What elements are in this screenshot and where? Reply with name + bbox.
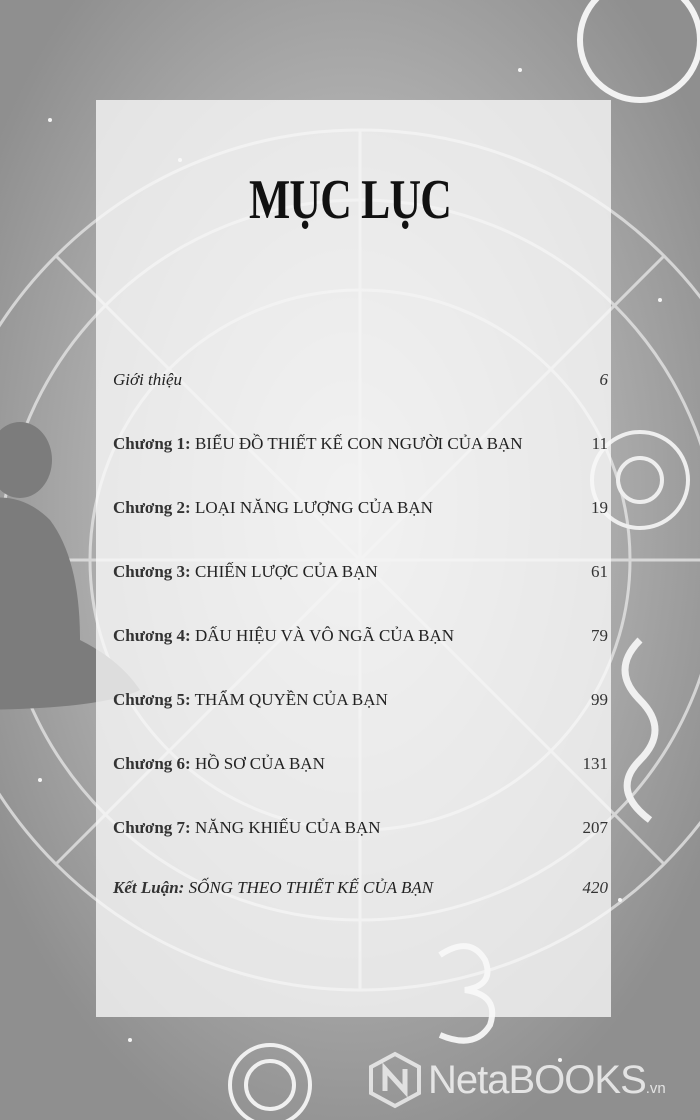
toc-entry-label bbox=[113, 434, 523, 454]
toc-entry bbox=[113, 818, 608, 848]
toc-entry-title: BIỂU ĐỒ THIẾT KẾ CON NGƯỜI CỦA BẠN bbox=[194, 434, 523, 453]
toc-entry-title: Giới thiệu bbox=[113, 370, 183, 389]
toc-entry-prefix: Chương 1: bbox=[113, 434, 191, 453]
toc-entry-label bbox=[113, 562, 378, 582]
netabooks-logo-icon bbox=[366, 1051, 424, 1109]
toc-entry-page-number: 19 bbox=[591, 498, 608, 517]
toc-entry-title: LOẠI NĂNG LƯỢNG CỦA BẠN bbox=[194, 498, 433, 517]
toc-entry-title: THẨM QUYỀN CỦA BẠN bbox=[194, 690, 388, 709]
netabooks-watermark bbox=[366, 1048, 700, 1112]
toc-entry bbox=[113, 690, 608, 720]
watermark-brand: NetaBOOKS bbox=[428, 1057, 646, 1102]
toc-entry-title: DẤU HIỆU VÀ VÔ NGÃ CỦA BẠN bbox=[194, 626, 455, 645]
page-title: MỤC LỤC bbox=[248, 169, 451, 231]
toc-entry-label bbox=[113, 818, 381, 838]
watermark-suffix: .vn bbox=[645, 1079, 666, 1097]
toc-entry bbox=[113, 498, 608, 528]
toc-entry-page-number: 61 bbox=[591, 562, 608, 581]
toc-entry-prefix: Chương 3: bbox=[113, 562, 191, 581]
toc-entry-prefix: Chương 2: bbox=[113, 498, 191, 517]
toc-entry-prefix: Kết Luận: bbox=[113, 878, 185, 897]
toc-entry bbox=[113, 562, 608, 592]
toc-entry-prefix: Chương 7: bbox=[113, 818, 191, 837]
toc-entry-label bbox=[113, 370, 182, 390]
toc-entry-label bbox=[113, 690, 388, 710]
toc-entry-page-number: 11 bbox=[591, 434, 608, 453]
toc-entry-label bbox=[113, 626, 454, 646]
toc-entry-prefix: Chương 6: bbox=[113, 754, 191, 773]
toc-entry-label bbox=[113, 498, 433, 518]
watermark-text bbox=[428, 1058, 666, 1103]
toc-entry-page-number: 207 bbox=[582, 818, 608, 837]
toc-entry-page-number: 99 bbox=[591, 690, 608, 709]
toc-entry-title: NĂNG KHIẾU CỦA BẠN bbox=[194, 818, 381, 837]
toc-entry bbox=[113, 434, 608, 464]
toc-entry-prefix: Chương 5: bbox=[113, 690, 191, 709]
toc-entry-prefix: Chương 4: bbox=[113, 626, 191, 645]
toc-entry bbox=[113, 878, 608, 908]
toc-entry-page-number: 79 bbox=[591, 626, 608, 645]
toc-entry bbox=[113, 754, 608, 784]
toc-entry-label bbox=[113, 878, 433, 898]
toc-entry-page-number: 131 bbox=[582, 754, 608, 773]
toc-entry-title: HỒ SƠ CỦA BẠN bbox=[194, 754, 325, 773]
toc-entry bbox=[113, 370, 608, 400]
toc-entry-label bbox=[113, 754, 325, 774]
toc-entry bbox=[113, 626, 608, 656]
toc-entry-page-number: 420 bbox=[582, 878, 608, 897]
toc-entry-title: SỐNG THEO THIẾT KẾ CỦA BẠN bbox=[188, 878, 434, 897]
toc-entry-title: CHIẾN LƯỢC CỦA BẠN bbox=[194, 562, 378, 581]
toc-entry-page-number: 6 bbox=[599, 370, 608, 389]
